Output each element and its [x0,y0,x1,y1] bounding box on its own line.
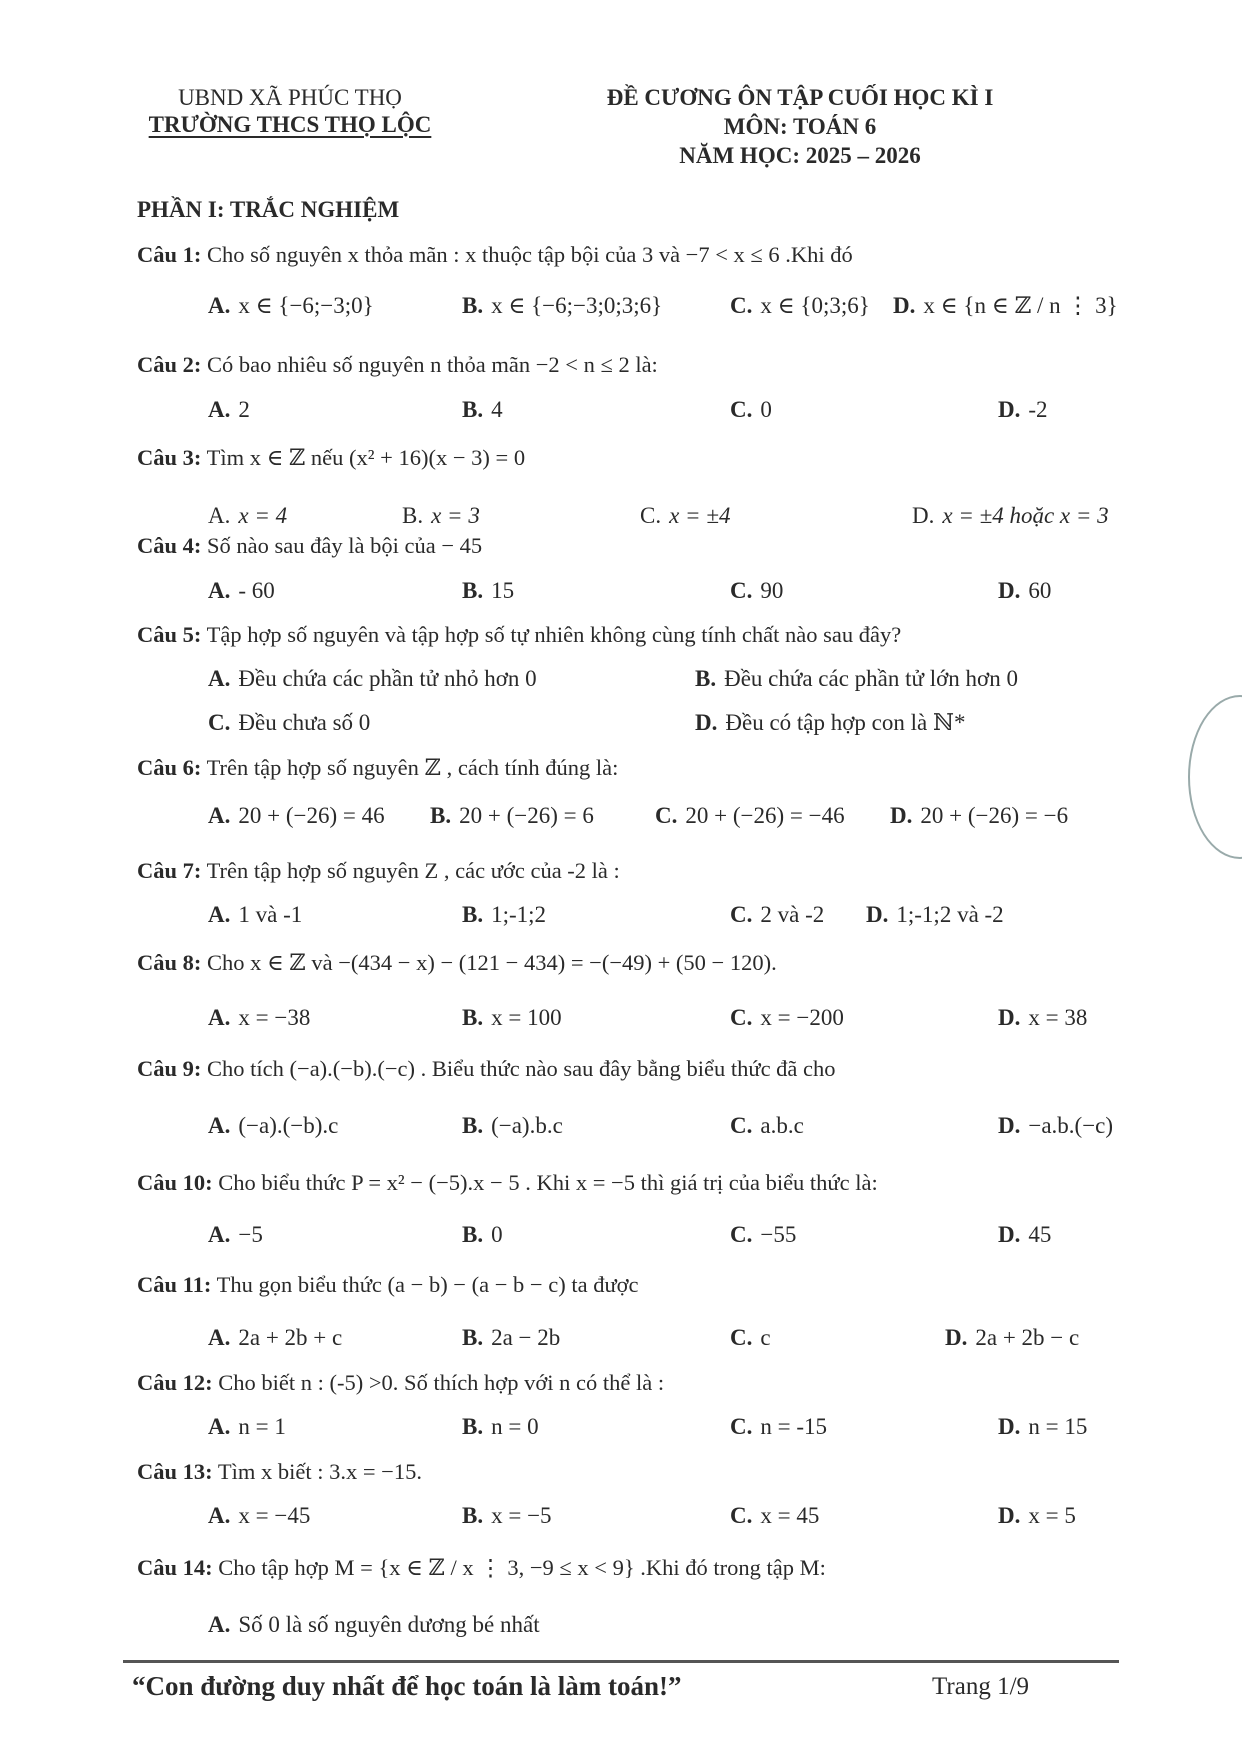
section-title: PHẦN I: TRẮC NGHIỆM [137,197,400,222]
q12-option-a: A. n = 1 [208,1414,286,1439]
question-6: Câu 6: Trên tập hợp số nguyên ℤ , cách tính đúng là: [137,755,619,780]
footer-quote: “Con đường duy nhất để học toán là làm toán!” [132,1671,682,1701]
q10-option-c: C. −55 [730,1222,797,1247]
q6-option-c: C. 20 + (−26) = −46 [655,803,845,828]
q1-option-c: C. x ∈ {0;3;6} [730,293,870,318]
q5-option-b: B. Đều chứa các phần tử lớn hơn 0 [695,666,1018,691]
q3-option-d: D. x = ±4 hoặc x = 3 [912,503,1109,528]
q13-option-c: C. x = 45 [730,1503,820,1528]
q4-option-b: B. 15 [462,578,515,603]
question-1: Câu 1: Cho số nguyên x thỏa mãn : x thuộc tập bội của 3 và −7 < x ≤ 6 .Khi đó [137,242,853,267]
question-3: Câu 3: Tìm x ∈ ℤ nếu (x² + 16)(x − 3) = 0 [137,445,526,470]
q5-option-a: A. Đều chứa các phần tử nhỏ hơn 0 [208,666,537,691]
q9-option-a: A. (−a).(−b).c [208,1113,339,1138]
q6-option-b: B. 20 + (−26) = 6 [430,803,594,828]
question-10: Câu 10: Cho biểu thức P = x² − (−5).x − 5 . Khi x = −5 thì giá trị của biểu thức là: [137,1170,878,1195]
q2-option-b: B. 4 [462,397,503,422]
school-district: UBND XÃ PHÚC THỌ [178,85,402,110]
q3-option-b: B. x = 3 [402,503,480,528]
q11-option-d: D. 2a + 2b − c [945,1325,1080,1350]
question-9: Câu 9: Cho tích (−a).(−b).(−c) . Biểu thức nào sau đây bằng biểu thức đã cho [137,1056,836,1081]
q12-option-d: D. n = 15 [998,1414,1088,1439]
q7-option-a: A. 1 và -1 [208,902,303,927]
q11-option-b: B. 2a − 2b [462,1325,561,1350]
subject: MÔN: TOÁN 6 [723,114,877,139]
document-title: ĐỀ CƯƠNG ÔN TẬP CUỐI HỌC KÌ I [606,85,994,110]
q8-option-c: C. x = −200 [730,1005,844,1030]
q1-option-a: A. x ∈ {−6;−3;0} [208,293,374,318]
q7-option-b: B. 1;-1;2 [462,902,547,927]
q1-option-b: B. x ∈ {−6;−3;0;3;6} [462,293,663,318]
official-stamp [1188,695,1242,859]
q2-option-a: A. 2 [208,397,250,422]
footer-divider [123,1660,1119,1663]
q10-option-d: D. 45 [998,1222,1052,1247]
q11-option-c: C. c [730,1325,771,1350]
question-7: Câu 7: Trên tập hợp số nguyên Z , các ước của -2 là : [137,858,620,883]
q1-option-d: D. x ∈ {n ∈ ℤ / n ⋮ 3} [893,293,1118,318]
q8-option-d: D. x = 38 [998,1005,1088,1030]
q9-option-c: C. a.b.c [730,1113,804,1138]
q14-option-a: A. Số 0 là số nguyên dương bé nhất [208,1612,540,1637]
q2-option-c: C. 0 [730,397,772,422]
question-13: Câu 13: Tìm x biết : 3.x = −15. [137,1459,422,1484]
question-14: Câu 14: Cho tập hợp M = {x ∈ ℤ / x ⋮ 3, −9 ≤ x < 9} .Khi đó trong tập M: [137,1555,826,1580]
q12-option-c: C. n = -15 [730,1414,828,1439]
q10-option-b: B. 0 [462,1222,503,1247]
question-12: Câu 12: Cho biết n : (-5) >0. Số thích hợp với n có thể là : [137,1370,665,1395]
q5-option-c: C. Đều chưa số 0 [208,710,371,735]
q8-option-b: B. x = 100 [462,1005,562,1030]
q7-option-c: C. 2 và -2 [730,902,825,927]
q11-option-a: A. 2a + 2b + c [208,1325,343,1350]
q9-option-d: D. −a.b.(−c) [998,1113,1114,1138]
page-number: Trang 1/9 [932,1673,1030,1700]
question-5: Câu 5: Tập hợp số nguyên và tập hợp số tự nhiên không cùng tính chất nào sau đây? [137,622,902,647]
q13-option-b: B. x = −5 [462,1503,552,1528]
q10-option-a: A. −5 [208,1222,263,1247]
q5-option-d: D. Đều có tập hợp con là ℕ* [695,710,966,735]
q6-option-d: D. 20 + (−26) = −6 [890,803,1069,828]
question-8: Câu 8: Cho x ∈ ℤ và −(434 − x) − (121 − 434) = −(−49) + (50 − 120). [137,950,777,975]
q6-option-a: A. 20 + (−26) = 46 [208,803,385,828]
school-year: NĂM HỌC: 2025 – 2026 [679,143,921,168]
q3-option-a: A. x = 4 [208,503,288,528]
q4-option-c: C. 90 [730,578,784,603]
q8-option-a: A. x = −38 [208,1005,311,1030]
q9-option-b: B. (−a).b.c [462,1113,563,1138]
question-11: Câu 11: Thu gọn biểu thức (a − b) − (a − b − c) ta được [137,1272,639,1297]
q2-option-d: D. -2 [998,397,1048,422]
q13-option-d: D. x = 5 [998,1503,1076,1528]
question-4: Câu 4: Số nào sau đây là bội của − 45 [137,533,483,558]
q4-option-a: A. - 60 [208,578,275,603]
q12-option-b: B. n = 0 [462,1414,539,1439]
q13-option-a: A. x = −45 [208,1503,311,1528]
q4-option-d: D. 60 [998,578,1052,603]
question-2: Câu 2: Có bao nhiêu số nguyên n thỏa mãn −2 < n ≤ 2 là: [137,352,658,377]
q3-option-c: C. x = ±4 [640,503,731,528]
q7-option-d: D. 1;-1;2 và -2 [866,902,1004,927]
school-name: TRƯỜNG THCS THỌ LỘC [148,112,432,137]
